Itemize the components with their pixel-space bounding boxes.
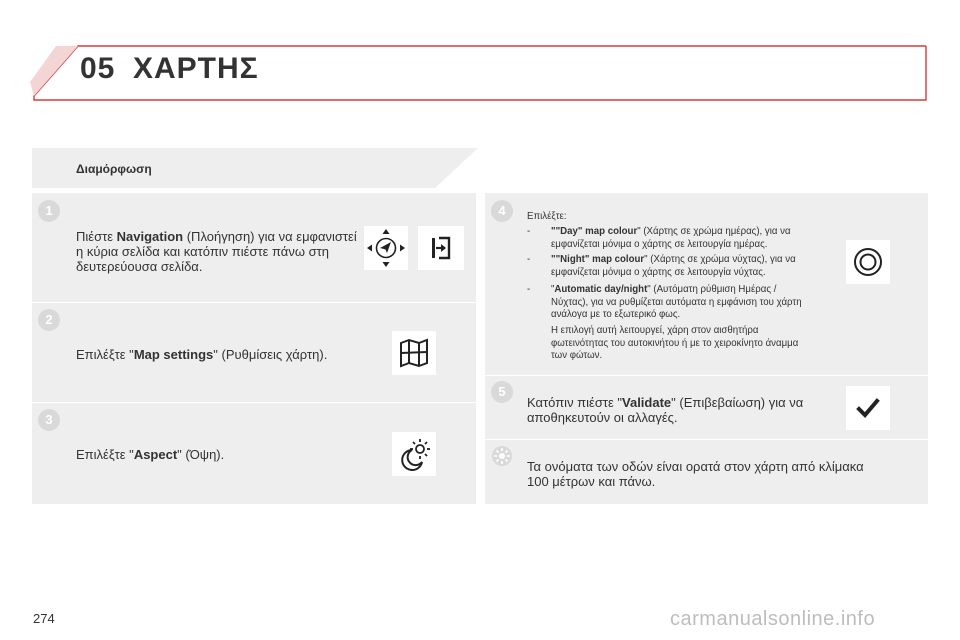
option-night-colour: ""Night" map colour" (Χάρτης σε χρώμα νύχτας), για να εμφανίζεται μόνιμα ο χάρτης σε λειτουργία νύχτας. xyxy=(551,253,796,278)
step-3-text: Επιλέξτε "Aspect" (Όψη). xyxy=(76,447,225,462)
step-number-4: 4 xyxy=(491,200,513,222)
step-number-3: 3 xyxy=(38,409,60,431)
section-title: Διαμόρφωση xyxy=(76,162,152,176)
map-settings-icon xyxy=(392,331,436,375)
tip-text: Τα ονόματα των οδών είναι ορατά στον χάρτη από κλίμακα 100 μέτρων και πάνω. xyxy=(527,459,864,489)
option-dash: - xyxy=(527,253,531,265)
target-icon xyxy=(846,240,890,284)
divider xyxy=(32,402,476,403)
navigation-icon xyxy=(364,226,408,270)
step-1-text: Πιέστε Navigation (Πλοήγηση) για να εμφανιστεί η κύρια σελίδα και κατόπιν πιέστε πάνω στη δευτερεύουσα σελίδα. xyxy=(76,229,357,274)
step-2-text: Επιλέξτε "Map settings" (Ρυθμίσεις χάρτη). xyxy=(76,347,328,362)
validate-check-icon xyxy=(846,386,890,430)
divider xyxy=(485,439,928,440)
step-5-text: Κατόπιν πιέστε "Validate" (Επιβεβαίωση) για να αποθηκευτούν οι αλλαγές. xyxy=(527,395,804,425)
chapter-title: ΧΑΡΤΗΣ xyxy=(133,52,259,85)
divider xyxy=(32,302,476,303)
option-automatic: "Automatic day/night" (Αυτόματη ρύθμιση Ημέρας / Νύχτας), για να ρυθμίζεται αυτόματα η εμφάνιση του χάρτη ανάλογα με το εξωτερικό φως. xyxy=(551,283,802,320)
option-day-colour: ""Day" map colour" (Χάρτης σε χρώμα ημέρας), για να εμφανίζεται μόνιμα ο χάρτης σε λειτουργία ημέρας. xyxy=(551,225,791,250)
step-number-5: 5 xyxy=(491,381,513,403)
option-dash: - xyxy=(527,225,531,237)
step-4-note: Η επιλογή αυτή λειτουργεί, χάρη στον αισθητήρα φωτεινότητας του αυτοκινήτου ή με το χειροκίνητο άναμμα των φώτων. xyxy=(551,324,799,361)
page-number: 274 xyxy=(33,611,55,626)
watermark: carmanualsonline.info xyxy=(670,608,876,630)
step-number-1: 1 xyxy=(38,200,60,222)
secondary-page-icon xyxy=(418,226,464,270)
option-dash: - xyxy=(527,283,531,295)
divider xyxy=(485,375,928,376)
step-4-intro: Επιλέξτε: xyxy=(527,210,567,222)
step-number-2: 2 xyxy=(38,309,60,331)
aspect-day-night-icon xyxy=(392,432,436,476)
tip-sun-icon xyxy=(491,445,513,467)
chapter-number: 05 xyxy=(80,52,116,85)
